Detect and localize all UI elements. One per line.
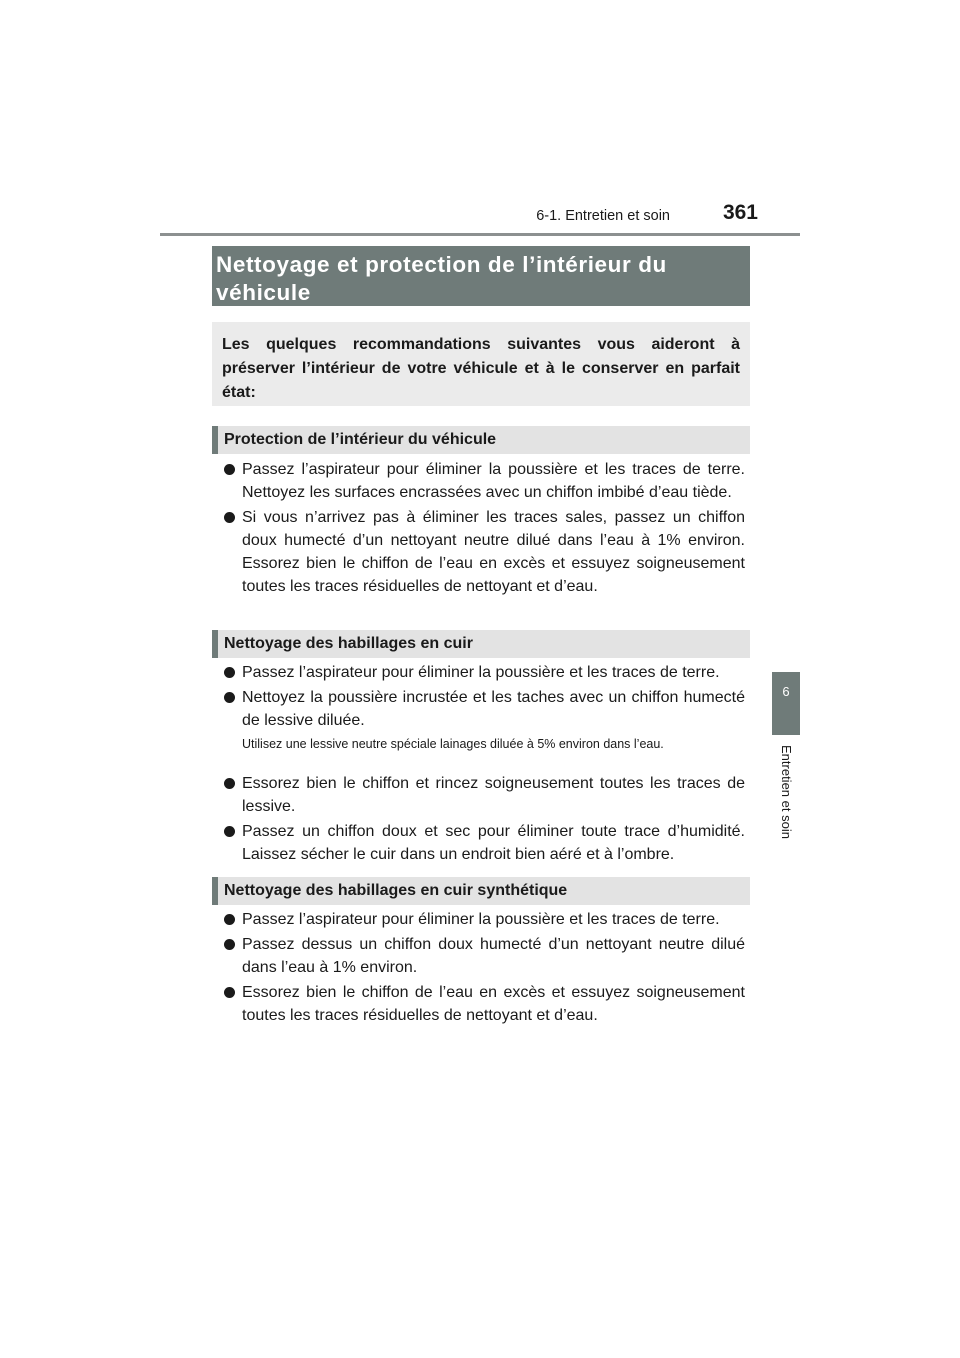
- section-heading-text: Protection de l’intérieur du véhicule: [224, 431, 497, 448]
- bullet-list-protection: [224, 458, 745, 600]
- list-item: [224, 981, 745, 1027]
- list-item: [224, 458, 745, 504]
- bullet-dot-icon: [224, 987, 235, 998]
- chapter-tab-number: 6: [782, 684, 790, 699]
- intro-box: [212, 322, 750, 406]
- bullet-list-leather-after: [224, 772, 745, 868]
- bullet-list-synthetic: [224, 908, 745, 1029]
- bullet-dot-icon: [224, 826, 235, 837]
- bullet-text: Si vous n’arrivez pas à éliminer les traces sales, passez un chiffon doux humecté d’un nettoyant neutre dilué dans l’eau à 1% environ. Essorez bien le chiffon de l’eau en excès et essuyez soigneusement toutes les traces résiduelles de nettoyant et d’eau.: [242, 509, 745, 595]
- section-heading-protection: [212, 426, 750, 454]
- header-rule: [160, 233, 800, 236]
- list-item: [224, 686, 745, 732]
- list-item: [224, 933, 745, 979]
- list-item: [224, 661, 745, 684]
- page-number: 361: [722, 201, 758, 224]
- chapter-tab-label: Entretien et soin: [779, 745, 794, 839]
- section-heading-text: Nettoyage des habillages en cuir synthétique: [224, 882, 568, 899]
- bullet-dot-icon: [224, 512, 235, 523]
- bullet-text: Essorez bien le chiffon de l’eau en excès et essuyez soigneusement toutes les traces résiduelles de nettoyant et d’eau.: [242, 984, 745, 1024]
- chapter-tab: [772, 672, 800, 735]
- bullet-text: Passez l’aspirateur pour éliminer la poussière et les traces de terre.: [242, 911, 720, 928]
- section-heading-leather: [212, 630, 750, 658]
- bullet-text: Nettoyez la poussière incrustée et les taches avec un chiffon humecté de lessive diluée.: [242, 689, 745, 729]
- page-title-bar: [212, 246, 750, 306]
- intro-text: Les quelques recommandations suivantes vous aideront à préserver l’intérieur de votre véhicule et à le conserver en parfait état:: [222, 336, 740, 401]
- bullet-dot-icon: [224, 939, 235, 950]
- page-title: Nettoyage et protection de l’intérieur du véhicule: [216, 252, 667, 305]
- list-item: [224, 820, 745, 866]
- bullet-text: Passez l’aspirateur pour éliminer la poussière et les traces de terre. Nettoyez les surfaces encrassées avec un chiffon imbibé d’eau tiède.: [242, 461, 745, 501]
- list-item: [224, 908, 745, 931]
- bullet-dot-icon: [224, 914, 235, 925]
- bullet-text: Passez un chiffon doux et sec pour éliminer toute trace d’humidité. Laissez sécher le cuir dans un endroit bien aéré et à l’ombre.: [242, 823, 745, 863]
- section-heading-synthetic: [212, 877, 750, 905]
- bullet-list-leather: [224, 661, 745, 734]
- bullet-text: Essorez bien le chiffon et rincez soigneusement toutes les traces de lessive.: [242, 775, 745, 815]
- list-item: [224, 772, 745, 818]
- list-item: [224, 506, 745, 598]
- leather-note: Utilisez une lessive neutre spéciale lainages diluée à 5% environ dans l’eau.: [242, 737, 664, 751]
- bullet-dot-icon: [224, 692, 235, 703]
- bullet-dot-icon: [224, 667, 235, 678]
- bullet-text: Passez dessus un chiffon doux humecté d’un nettoyant neutre dilué dans l’eau à 1% environ.: [242, 936, 745, 976]
- section-heading-text: Nettoyage des habillages en cuir: [224, 635, 473, 652]
- bullet-dot-icon: [224, 464, 235, 475]
- bullet-dot-icon: [224, 778, 235, 789]
- bullet-text: Passez l’aspirateur pour éliminer la poussière et les traces de terre.: [242, 664, 720, 681]
- header-section-title: 6-1. Entretien et soin: [536, 208, 670, 224]
